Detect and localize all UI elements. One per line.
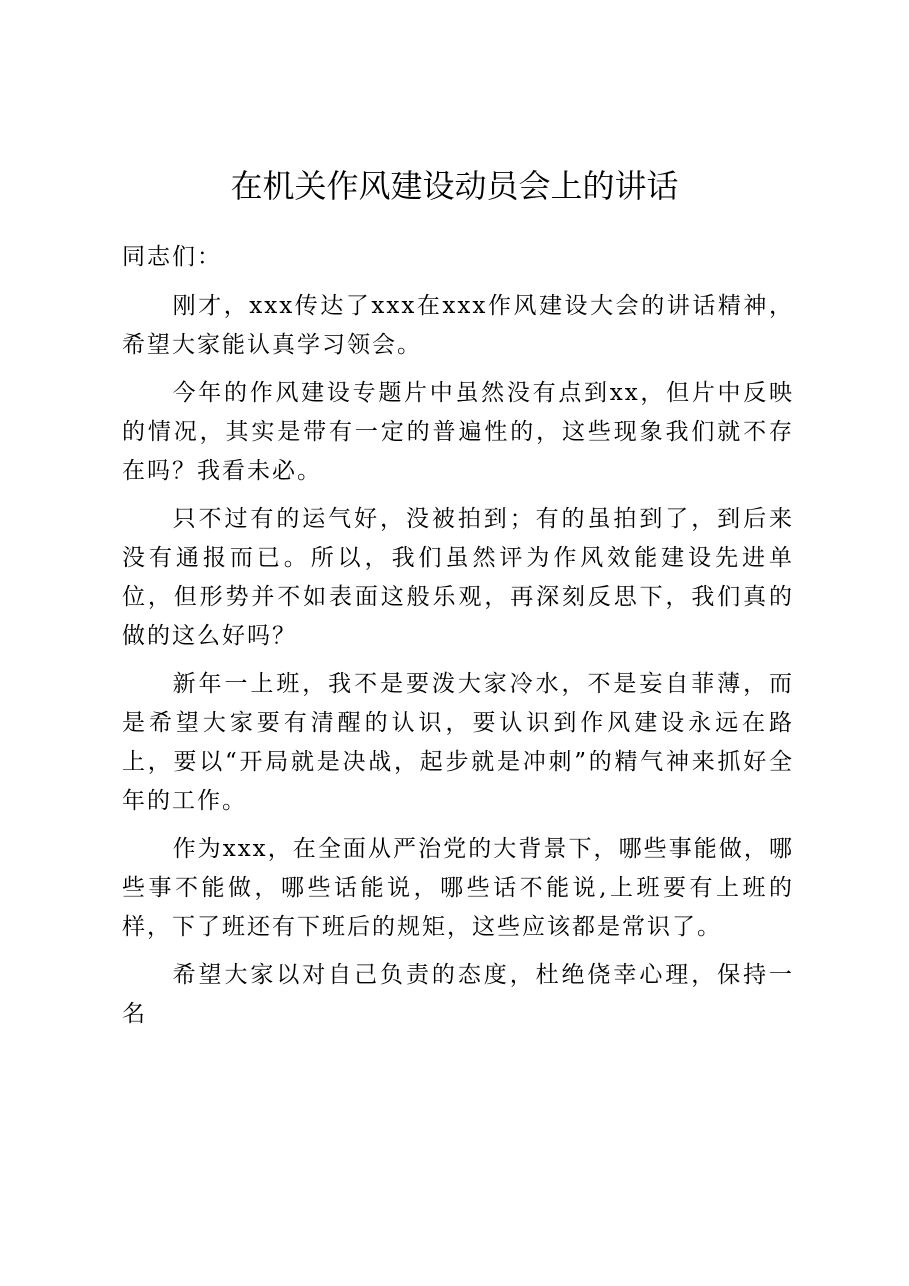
- salutation: 同志们：: [122, 244, 222, 270]
- paragraph-1: 刚才，xxx传达了xxx在xxx作风建设大会的讲话精神，希望大家能认真学习领会。: [122, 293, 794, 358]
- paragraph-4: 新年一上班，我不是要泼大家冷水，不是妄自菲薄，而是希望大家要有清醒的认识，要认识到作风建设永远在路上，要以“开局就是决战，起步就是冲刺”的精气神来抓好全年的工作。: [122, 671, 794, 814]
- paragraph-3: 只不过有的运气好，没被拍到；有的虽拍到了，到后来没有通报而已。所以，我们虽然评为作风效能建设先进单位，但形势并不如表面这般乐观，再深刻反思下，我们真的做的这么好吗？: [122, 506, 794, 649]
- paragraph-2: 今年的作风建设专题片中虽然没有点到xx，但片中反映的情况，其实是带有一定的普遍性的，这些现象我们就不存在吗？我看未必。: [122, 380, 794, 484]
- paragraph-6: 希望大家以对自己负责的态度，杜绝侥幸心理，保持一名: [122, 962, 794, 1027]
- paragraph-5: 作为xxx，在全面从严治党的大背景下，哪些事能做，哪些事不能做，哪些话能说，哪些话不能说,上班要有上班的样，下了班还有下班后的规矩，这些应该都是常识了。: [122, 836, 794, 940]
- document-title: 在机关作风建设动员会上的讲话: [230, 167, 679, 205]
- document-body: [122, 238, 794, 1043]
